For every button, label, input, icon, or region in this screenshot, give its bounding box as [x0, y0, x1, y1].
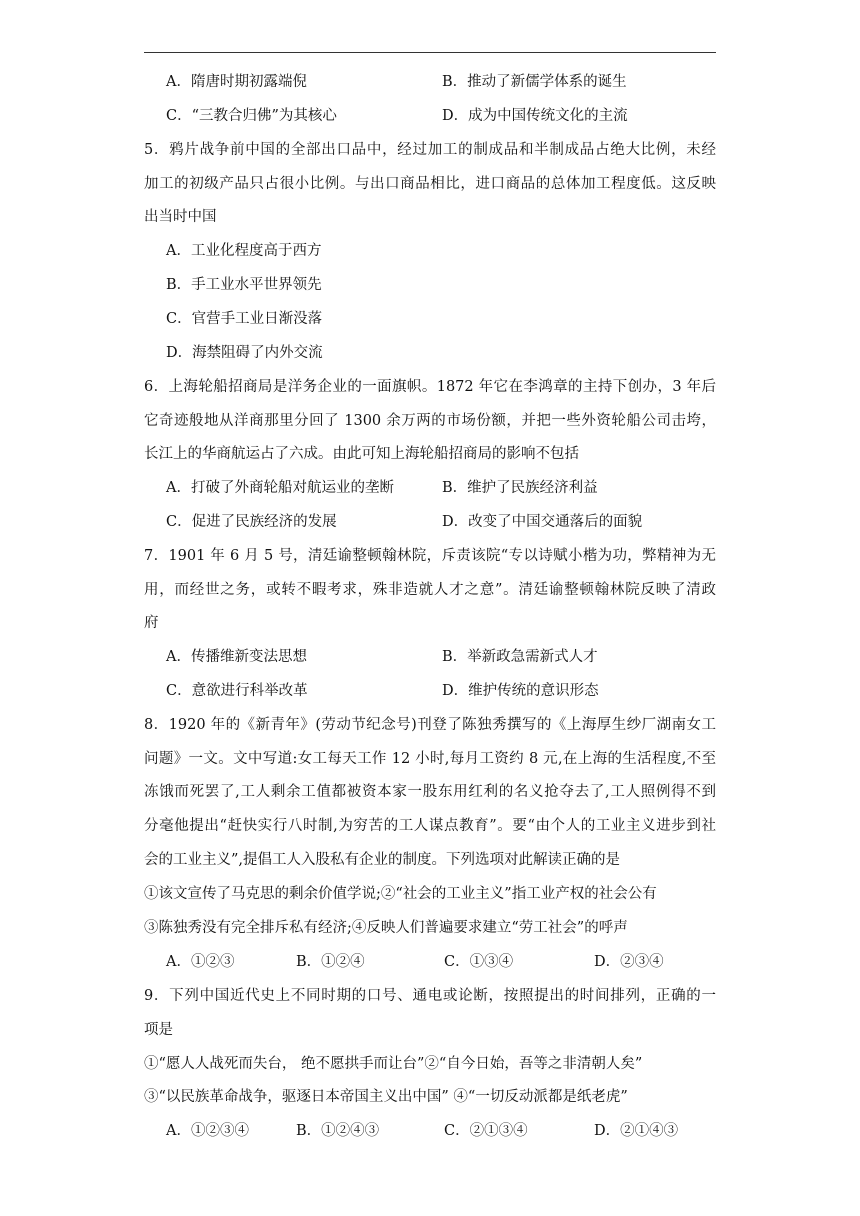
q7-stem-line-2: 用，而经世之务，或转不暇考求，殊非造就人才之意”。清廷谕整顿翰林院反映了清政 — [144, 582, 716, 598]
q7-option-d: D．维护传统的意识形态 — [442, 683, 599, 699]
q8-statements-line-1: ①该文宣传了马克思的剩余价值学说;②“社会的工业主义”指工业产权的社会公有 — [144, 886, 657, 902]
q6-option-c: C．促进了民族经济的发展 — [166, 514, 337, 530]
q6-option-a: A．打破了外商轮船对航运业的垄断 — [166, 480, 394, 496]
q9-option-d: D．②①④③ — [594, 1123, 679, 1139]
q5-stem-line-2: 加工的初级产品只占很小比例。与出口商品相比，进口商品的总体加工程度低。这反映 — [144, 176, 716, 192]
q7-stem-line-3: 府 — [144, 615, 159, 631]
q8-option-d: D．②③④ — [594, 954, 664, 970]
q8-statements-line-2: ③陈独秀没有完全排斥私有经济;④反映人们普遍要求建立“劳工社会”的呼声 — [144, 920, 628, 936]
q8-stem-line-1: 8．1920 年的《新青年》(劳动节纪念号)刊登了陈独秀撰写的《上海厚生纱厂湖南女工 — [144, 717, 716, 733]
q9-option-c: C．②①③④ — [444, 1123, 528, 1139]
header-rule — [144, 52, 716, 53]
q7-stem-line-1: 7．1901 年 6 月 5 号，清廷谕整顿翰林院，斥责该院“专以诗赋小楷为功，弊精神为无 — [144, 548, 716, 564]
q9-stem-line-2: 项是 — [144, 1022, 173, 1038]
q9-statements-line-2: ③“以民族革命战争，驱逐日本帝国主义出中国” ④“一切反动派都是纸老虎” — [144, 1089, 628, 1105]
q7-option-c: C．意欲进行科举改革 — [166, 683, 308, 699]
q8-stem-line-4: 分毫他提出“赶快实行八时制,为穷苦的工人谋点教育”。要“由个人的工业主义进步到社 — [144, 818, 716, 834]
q6-stem-line-2: 它奇迹般地从洋商那里分回了 1300 余万两的市场份额，并把一些外资轮船公司击垮， — [144, 413, 716, 429]
q6-option-b: B．维护了民族经济利益 — [442, 480, 598, 496]
q8-option-b: B．①②④ — [296, 954, 365, 970]
q5-stem-line-3: 出当时中国 — [144, 209, 217, 225]
q7-option-a: A．传播维新变法思想 — [166, 649, 307, 665]
q5-option-d: D．海禁阻碍了内外交流 — [166, 345, 323, 361]
q9-statements-line-1: ①“愿人人战死而失台， 绝不愿拱手而让台”②“自今日始，吾等之非清朝人矣” — [144, 1056, 643, 1072]
q5-option-b: B．手工业水平世界领先 — [166, 277, 322, 293]
q5-stem-line-1: 5．鸦片战争前中国的全部出口品中，经过加工的制成品和半制成品占绝大比例，未经 — [144, 142, 716, 158]
q8-stem-line-3: 冻饿而死罢了,工人剩余工值都被资本家一股东用红利的名义抢夺去了,工人照例得不到 — [144, 784, 716, 800]
q5-option-a: A．工业化程度高于西方 — [166, 243, 322, 259]
q9-stem-line-1: 9．下列中国近代史上不同时期的口号、通电或论断，按照提出的时间排列，正确的一 — [144, 988, 716, 1004]
q4-option-c: C．“三教合归佛”为其核心 — [166, 108, 337, 124]
q6-stem-line-1: 6．上海轮船招商局是洋务企业的一面旗帜。1872 年它在李鸿章的主持下创办，3 年后 — [144, 379, 716, 395]
q8-option-a: A．①②③ — [166, 954, 235, 970]
q6-option-d: D．改变了中国交通落后的面貌 — [442, 514, 643, 530]
q8-stem-line-2: 问题》一文。文中写道:女工每天工作 12 小时,每月工资约 8 元,在上海的生活程度,不至 — [144, 751, 716, 767]
q6-stem-line-3: 长江上的华商航运占了六成。由此可知上海轮船招商局的影响不包括 — [144, 446, 579, 462]
q5-option-c: C．官营手工业日渐没落 — [166, 311, 323, 327]
q4-option-b: B．推动了新儒学体系的诞生 — [442, 74, 627, 90]
q4-option-a: A．隋唐时期初露端倪 — [166, 74, 307, 90]
q7-option-b: B．举新政急需新式人才 — [442, 649, 598, 665]
q9-option-a: A．①②③④ — [166, 1123, 249, 1139]
q8-option-c: C．①③④ — [444, 954, 514, 970]
q9-option-b: B．①②④③ — [296, 1123, 380, 1139]
q8-stem-line-5: 会的工业主义”,提倡工人入股私有企业的制度。下列选项对此解读正确的是 — [144, 852, 621, 868]
q4-option-d: D．成为中国传统文化的主流 — [442, 108, 628, 124]
